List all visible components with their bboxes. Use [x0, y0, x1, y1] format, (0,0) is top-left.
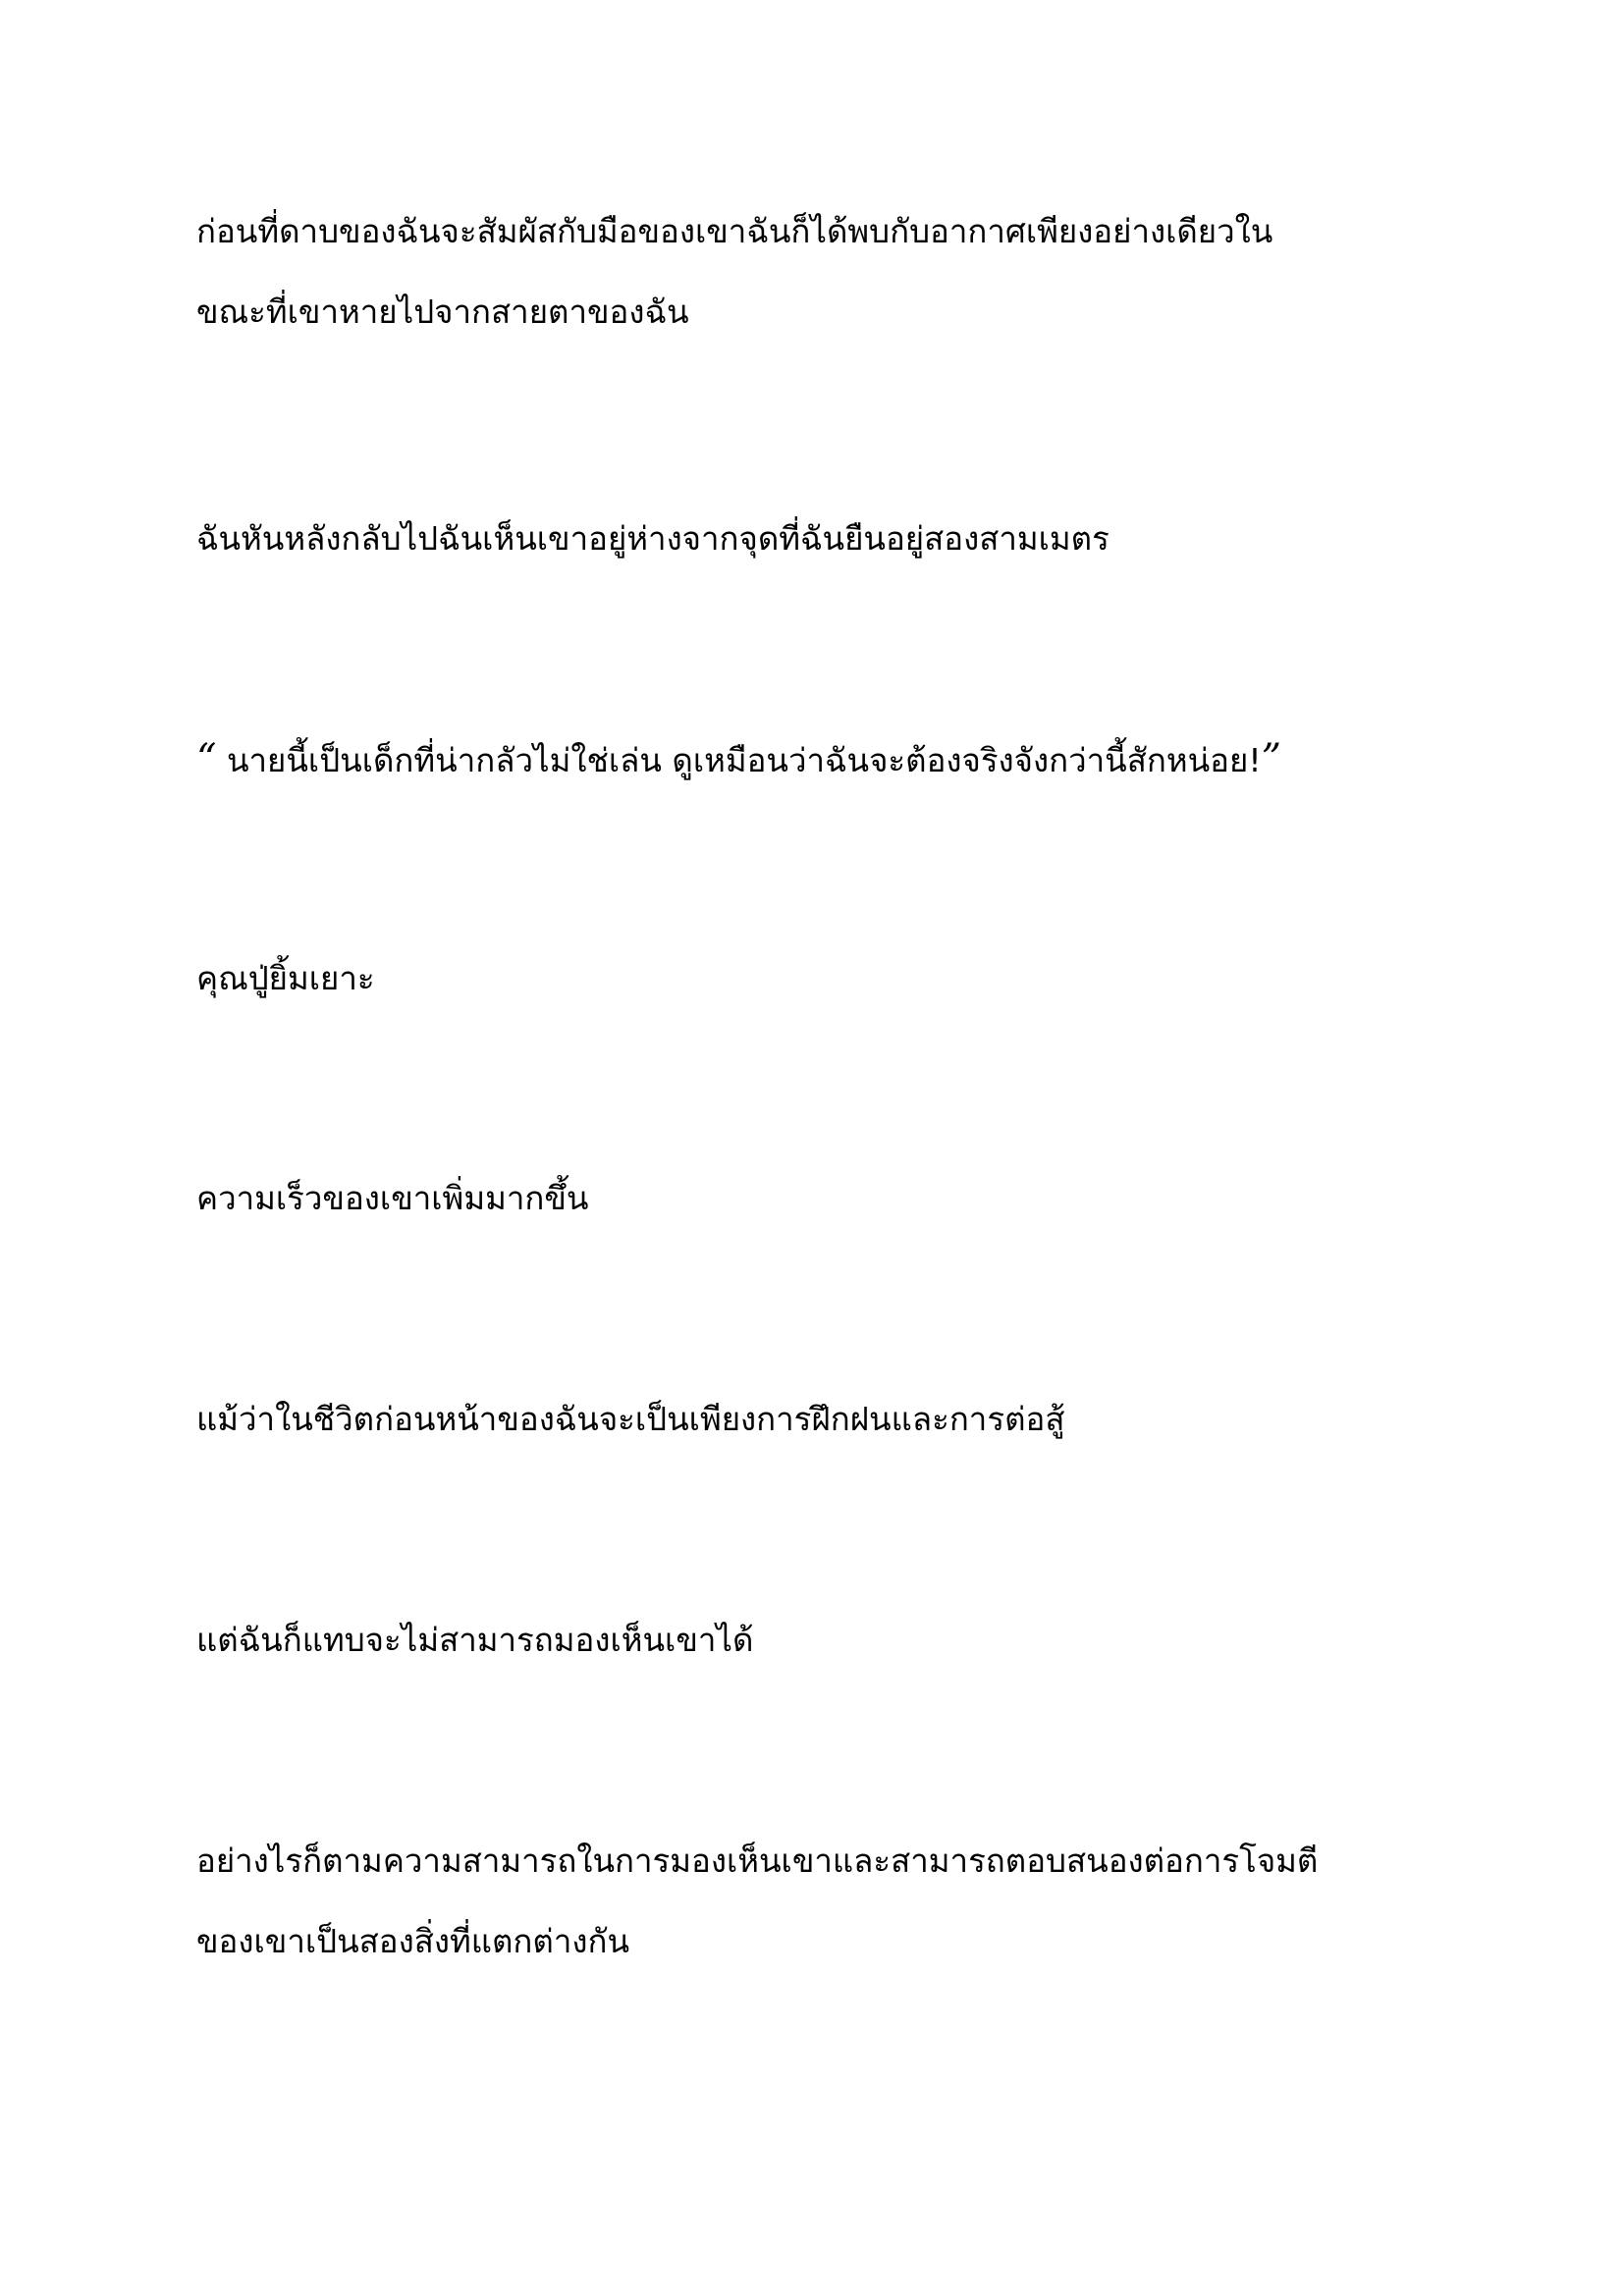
- paragraph-6: [196, 1379, 1434, 1460]
- paragraph-7: [196, 1600, 1434, 1681]
- paragraph-4: [196, 938, 1434, 1019]
- paragraph-1-line-1: ก่อนที่ดาบของฉันจะสัมผัสกับมือของเขาฉันก็ได้พบกับอากาศเพียงอย่างเดียวใน: [196, 212, 1273, 250]
- paragraph-3-dialogue: [196, 719, 1434, 801]
- paragraph-8-line-1: อย่างไรก็ตามความสามารถในการมองเห็นเขาและสามารถตอบสนองต่อการโจมตี: [196, 1842, 1319, 1880]
- open-quote-mark: “: [196, 736, 217, 781]
- paragraph-1-line-2: ขณะที่เขาหายไปจากสายตาของฉัน: [196, 293, 689, 331]
- paragraph-2: [196, 499, 1434, 579]
- paragraph-6-line-1: แม้ว่าในชีวิตก่อนหน้าของฉันจะเป็นเพียงการฝึกฝนและการต่อสู้: [196, 1400, 1065, 1438]
- paragraph-2-line-1: ฉันหันหลังกลับไปฉันเห็นเขาอยู่ห่างจากจุดที่ฉันยืนอยู่สองสามเมตร: [196, 519, 1110, 558]
- paragraph-1: [196, 191, 1434, 352]
- paragraph-7-line-1: แต่ฉันก็แทบจะไม่สามารถมองเห็นเขาได้: [196, 1621, 754, 1659]
- paragraph-5-line-1: ความเร็วของเขาเพิ่มมากขึ้น: [196, 1179, 589, 1217]
- paragraph-5: [196, 1158, 1434, 1239]
- close-quote-mark: ”: [1261, 736, 1281, 781]
- paragraph-8: [196, 1821, 1434, 1982]
- dialogue-text: นายนี้เป็นเด็กที่น่ากลัวไม่ใช่เล่น ดูเหมือนว่าฉันจะต้องจริงจังกว่านี้สักหน่อย!: [216, 741, 1262, 779]
- paragraph-8-line-2: ของเขาเป็นสองสิ่งที่แตกต่างกัน: [196, 1922, 630, 1960]
- paragraph-4-line-1: คุณปู่ยิ้มเยาะ: [196, 959, 375, 997]
